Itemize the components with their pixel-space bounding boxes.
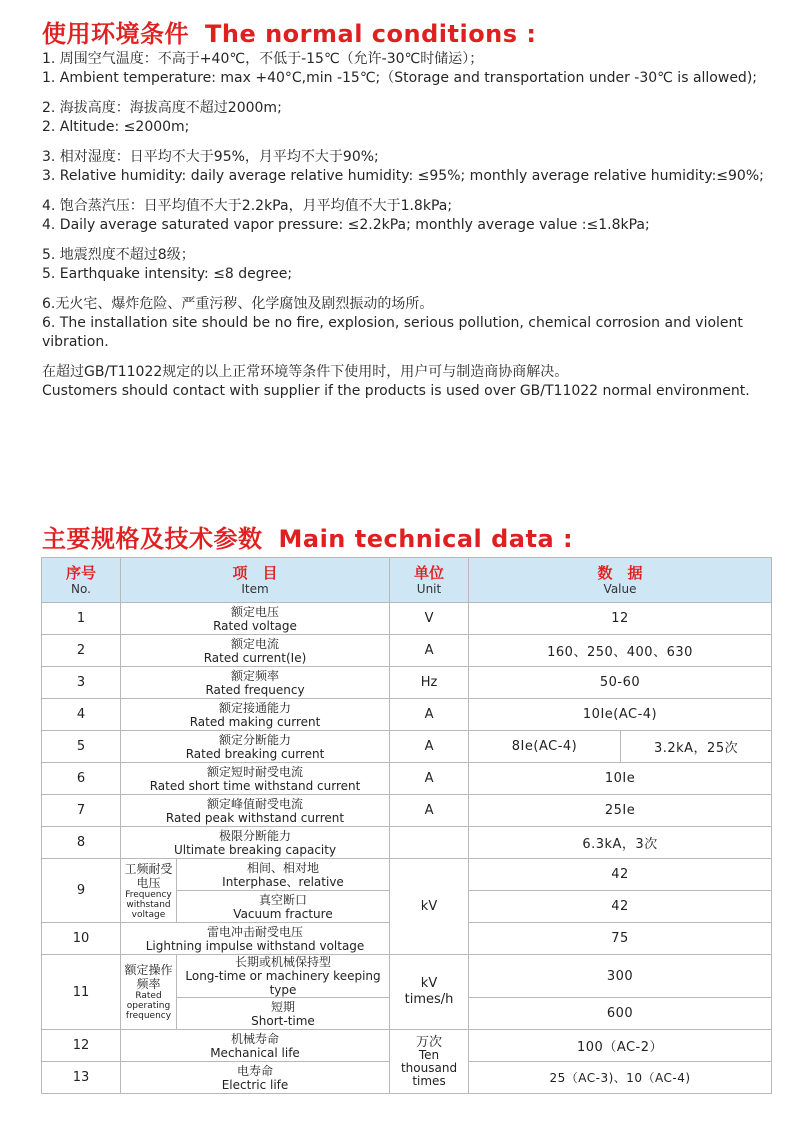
row-value: 10Ie(AC-4) <box>469 699 772 731</box>
condition-en: 1. Ambient temperature: max +40°C,min -15℃;（Storage and transportation under -30℃ is allowed); <box>42 70 757 86</box>
row-item: 雷电冲击耐受电压 Lightning impulse withstand voltage <box>121 923 390 955</box>
condition-en: 2. Altitude: ≤2000m; <box>42 119 190 135</box>
row-unit: A <box>390 731 469 763</box>
row-group-label: 额定操作频率 Rated operating frequency <box>121 955 177 1030</box>
condition-item <box>42 295 777 352</box>
row-unit: A <box>390 635 469 667</box>
condition-zh: 6.无火宅、爆炸危险、严重污秽、化学腐蚀及剧烈振动的场所。 <box>42 296 434 312</box>
condition-zh: 5. 地震烈度不超过8级； <box>42 247 195 263</box>
row-no: 1 <box>42 603 121 635</box>
table-header-row <box>42 558 772 603</box>
row-no: 9 <box>42 859 121 923</box>
header-unit: 单位 Unit <box>390 558 469 603</box>
row-item: 额定分断能力 Rated breaking current <box>121 731 390 763</box>
row-value: 42 <box>469 891 772 923</box>
row-no: 5 <box>42 731 121 763</box>
row-item: 电寿命 Electric life <box>121 1062 390 1094</box>
table-row <box>42 763 772 795</box>
row-no: 10 <box>42 923 121 955</box>
row-item: 极限分断能力 Ultimate breaking capacity <box>121 827 390 859</box>
technical-data-table <box>41 557 772 1094</box>
row-subitem: 短期 Short-time <box>177 998 390 1030</box>
row-unit: A <box>390 763 469 795</box>
row-no: 13 <box>42 1062 121 1094</box>
row-value: 300 <box>469 955 772 998</box>
row-unit: kV <box>390 859 469 955</box>
condition-en: 5. Earthquake intensity: ≤8 degree; <box>42 266 293 282</box>
row-value: 600 <box>469 998 772 1030</box>
condition-zh: 在超过GB/T11022规定的以上正常环境等条件下使用时，用户可与制造商协商解决。 <box>42 364 569 380</box>
row-item: 额定峰值耐受电流 Rated peak withstand current <box>121 795 390 827</box>
row-unit: Hz <box>390 667 469 699</box>
row-no: 4 <box>42 699 121 731</box>
table-row <box>42 827 772 859</box>
row-no: 3 <box>42 667 121 699</box>
row-subitem: 相间、相对地 Interphase、relative <box>177 859 390 891</box>
condition-item <box>42 50 777 88</box>
table-row <box>42 603 772 635</box>
header-value: 数 据 Value <box>469 558 772 603</box>
row-value: 42 <box>469 859 772 891</box>
row-value: 75 <box>469 923 772 955</box>
condition-item <box>42 148 777 186</box>
row-subitem: 长期或机械保持型 Long-time or machinery keeping type <box>177 955 390 998</box>
row-item: 额定短时耐受电流 Rated short time withstand current <box>121 763 390 795</box>
row-value-secondary: 3.2kA，25次 <box>621 731 772 763</box>
row-item: 额定频率 Rated frequency <box>121 667 390 699</box>
condition-zh: 1. 周围空气温度：不高于+40℃，不低于-15℃（允许-30℃时储运）； <box>42 51 484 67</box>
row-item: 机械寿命 Mechanical life <box>121 1030 390 1062</box>
row-group-label: 工频耐受电压 Frequency withstand voltage <box>121 859 177 923</box>
conditions-list <box>42 50 777 412</box>
condition-zh: 3. 相对湿度：日平均不大于95%，月平均不大于90%; <box>42 149 379 165</box>
heading-en: The normal conditions : <box>205 20 537 48</box>
condition-item <box>42 246 777 284</box>
row-value: 25（AC-3)、10（AC-4) <box>469 1062 772 1094</box>
row-no: 6 <box>42 763 121 795</box>
table-row <box>42 1030 772 1062</box>
header-no: 序号 No. <box>42 558 121 603</box>
heading-zh: 使用环境条件 <box>42 20 189 48</box>
table-row <box>42 731 772 763</box>
row-value: 12 <box>469 603 772 635</box>
row-value: 100（AC-2） <box>469 1030 772 1062</box>
row-subitem: 真空断口 Vacuum fracture <box>177 891 390 923</box>
row-unit: kV times/h <box>390 955 469 1030</box>
row-unit: 万次 Ten thousand times <box>390 1030 469 1094</box>
table-row <box>42 667 772 699</box>
row-no: 11 <box>42 955 121 1030</box>
row-no: 12 <box>42 1030 121 1062</box>
heading-en: Main technical data : <box>278 525 574 553</box>
row-unit: A <box>390 699 469 731</box>
row-unit <box>390 827 469 859</box>
row-value: 8Ie(AC-4) <box>469 731 621 763</box>
row-value: 160、250、400、630 <box>469 635 772 667</box>
condition-en: Customers should contact with supplier if the products is used over GB/T11022 normal environment. <box>42 383 750 399</box>
table-row <box>42 859 772 891</box>
row-no: 2 <box>42 635 121 667</box>
condition-item <box>42 197 777 235</box>
table-row <box>42 795 772 827</box>
row-value: 10Ie <box>469 763 772 795</box>
row-unit: A <box>390 795 469 827</box>
section-heading-conditions <box>42 14 537 49</box>
condition-item <box>42 99 777 137</box>
row-item: 额定电压 Rated voltage <box>121 603 390 635</box>
row-item: 额定接通能力 Rated making current <box>121 699 390 731</box>
condition-note <box>42 363 777 401</box>
section-heading-technical-data <box>42 519 573 554</box>
row-no: 8 <box>42 827 121 859</box>
row-value: 6.3kA，3次 <box>469 827 772 859</box>
row-item: 额定电流 Rated current(Ie) <box>121 635 390 667</box>
row-no: 7 <box>42 795 121 827</box>
condition-en: 4. Daily average saturated vapor pressure: ≤2.2kPa; monthly average value :≤1.8kPa; <box>42 217 650 233</box>
condition-zh: 2. 海拔高度：海拔高度不超过2000m; <box>42 100 282 116</box>
table-row <box>42 699 772 731</box>
table-row <box>42 635 772 667</box>
header-item: 项 目 Item <box>121 558 390 603</box>
row-value: 25Ie <box>469 795 772 827</box>
condition-zh: 4. 饱合蒸汽压：日平均值不大于2.2kPa，月平均值不大于1.8kPa; <box>42 198 453 214</box>
heading-zh: 主要规格及技术参数 <box>42 525 263 553</box>
row-value: 50-60 <box>469 667 772 699</box>
condition-en: 3. Relative humidity: daily average relative humidity: ≤95%; monthly average relative humidity:≤90%; <box>42 168 764 184</box>
condition-en: 6. The installation site should be no fire, explosion, serious pollution, chemical corrosion and violent vibration. <box>42 315 743 350</box>
table-row <box>42 955 772 998</box>
row-unit: V <box>390 603 469 635</box>
